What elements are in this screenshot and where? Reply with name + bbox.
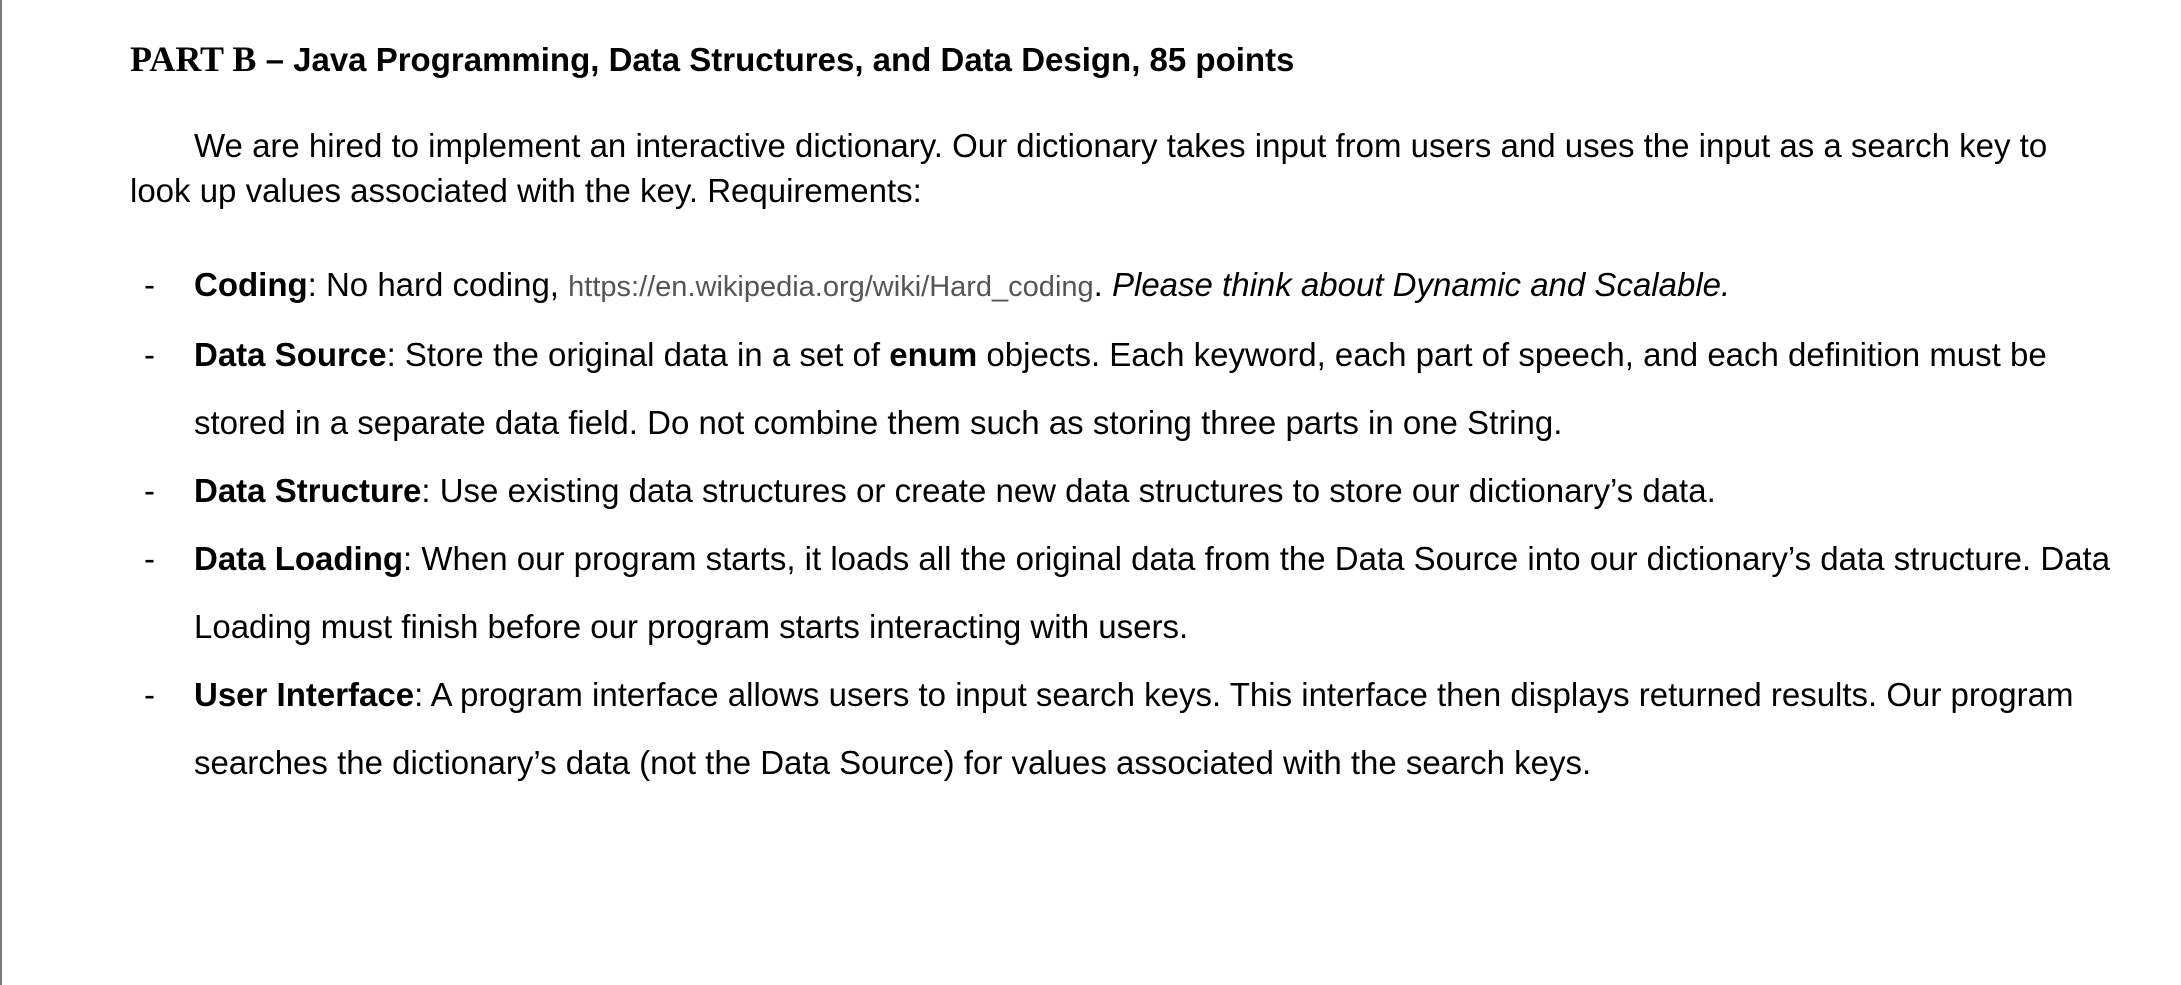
requirement-text: : Store the original data in a set of (386, 336, 890, 373)
requirement-text: : Use existing data structures or create new data structures to store our dictionary’s data. (421, 472, 1716, 509)
enum-keyword: enum (889, 336, 978, 373)
list-dash: - (144, 676, 155, 713)
requirement-coding (130, 251, 2124, 321)
list-dash: - (144, 266, 155, 303)
list-dash: - (144, 336, 155, 373)
document-page (130, 34, 2110, 797)
requirement-data-loading (130, 525, 2124, 661)
requirement-text-after-link: . (1093, 266, 1112, 303)
list-dash: - (144, 540, 155, 577)
requirements-list (130, 251, 2110, 797)
requirement-emphasis: Please think about Dynamic and Scalable. (1111, 266, 1731, 303)
requirement-data-structure (130, 457, 2124, 525)
heading-separator: – (256, 41, 294, 78)
requirement-text-continued: objects. Each keyword, each part of speech, and each definition must be stored in a separate data field. Do not combine them such as storing three parts in one String. (194, 336, 2047, 441)
heading-points: 85 points (1149, 41, 1295, 78)
intro-paragraph: We are hired to implement an interactive dictionary. Our dictionary takes input from users and uses the input as a search key to look up values associated with the key. Requirements: (130, 127, 2048, 209)
requirement-term: Data Structure (194, 472, 422, 509)
heading-subtitle: Java Programming, Data Structures, and Data Design, (293, 41, 1150, 78)
page-left-border (0, 0, 2, 985)
requirement-term: User Interface (194, 676, 415, 713)
requirement-text: : When our program starts, it loads all the original data from the Data Source into our dictionary’s data structure. Data Loading must finish before our program starts interacting with users. (194, 540, 2111, 645)
section-heading (130, 34, 2110, 85)
requirement-term: Data Loading (194, 540, 404, 577)
requirement-term: Data Source (194, 336, 387, 373)
hard-coding-link[interactable]: https://en.wikipedia.org/wiki/Hard_coding (568, 271, 1094, 303)
requirement-data-source (130, 321, 2124, 457)
requirement-text: : No hard coding, (307, 266, 569, 303)
list-dash: - (144, 472, 155, 509)
part-label: PART B (130, 39, 257, 79)
requirement-user-interface (130, 661, 2124, 797)
requirement-text: : A program interface allows users to input search keys. This interface then displays returned results. Our program searches the dictionary’s data (not the Data Source) for values associated with the search keys. (194, 676, 2074, 781)
requirement-term: Coding (194, 266, 308, 303)
